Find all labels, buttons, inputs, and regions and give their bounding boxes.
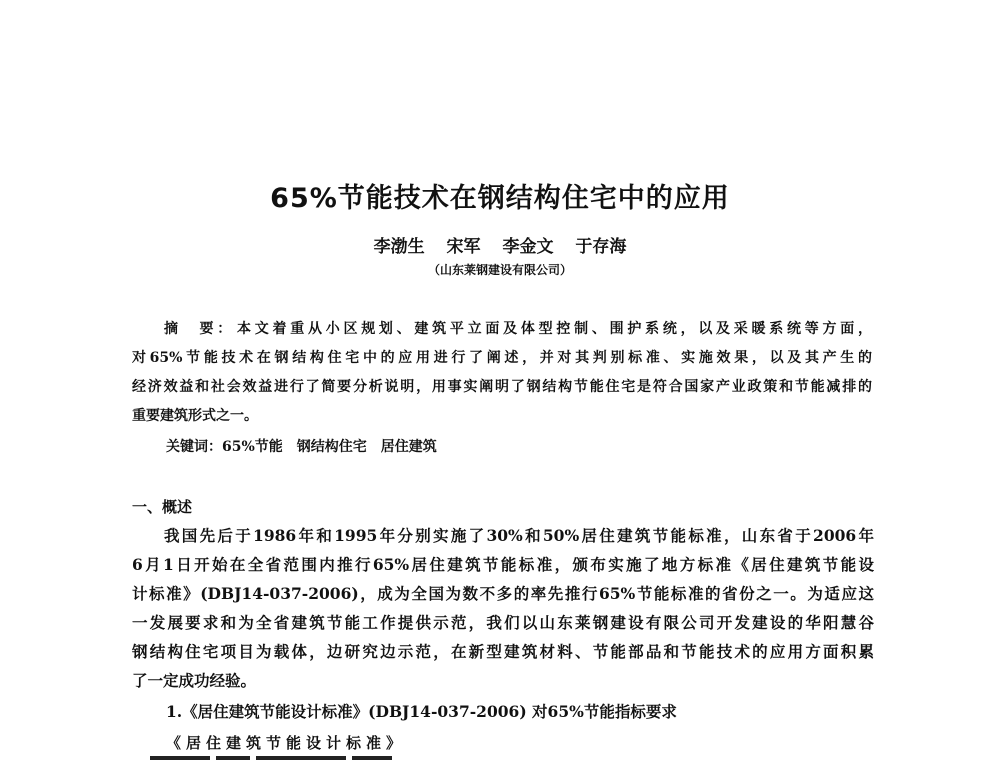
author-list — [0, 232, 1000, 257]
standard-title: 《居住建筑节能设计标准》 — [166, 734, 407, 752]
author-2: 宋军 — [446, 237, 481, 257]
author-4: 于存海 — [575, 237, 627, 257]
item-1: 1.《居住建筑节能设计标准》(DBJ14-037-2006) 对65%节能指标要求 — [166, 702, 677, 721]
author-1: 李渤生 — [373, 237, 425, 257]
abstract-line-1 — [164, 318, 872, 338]
affiliation: （山东莱钢建设有限公司） — [427, 263, 572, 277]
abstract-line-4: 重要建筑形式之一。 — [132, 408, 258, 424]
abstract-line-3: 经济效益和社会效益进行了简要分析说明，用事实阐明了钢结构节能住宅是符合国家产业政策和节能减排的 — [132, 379, 872, 395]
abstract-line-2: 对65%节能技术在钢结构住宅中的应用进行了阐述，并对其判别标准、实施效果，以及其产生的 — [132, 350, 872, 366]
author-3: 李金文 — [502, 237, 554, 257]
abstract-text-1: 本文着重从小区规划、建筑平立面及体型控制、围护系统，以及采暖系统等方面， — [236, 321, 872, 337]
abstract-label: 摘 要： — [164, 321, 235, 337]
keywords-label: 关键词： — [166, 439, 222, 455]
body-line-5: 钢结构住宅项目为载体，边研究边示范，在新型建筑材料、节能部品和节能技术的应用方面积累 — [132, 642, 874, 661]
body-line-4: 一发展要求和为全省建筑节能工作提供示范，我们以山东莱钢建设有限公司开发建设的华阳慧谷 — [132, 613, 874, 632]
body-line-6: 了一定成功经验。 — [132, 671, 257, 690]
body-line-1: 我国先后于1986年和1995年分别实施了30%和50%居住建筑节能标准，山东省于2006年 — [164, 526, 874, 545]
cut-off-text-line — [150, 756, 410, 760]
keywords-value: 65%节能 钢结构住宅 居住建筑 — [222, 439, 437, 455]
paper-title: 65%节能技术在钢结构住宅中的应用 — [270, 183, 730, 214]
body-line-3: 计标准》(DBJ14-037-2006)，成为全国为数不多的率先推行65%节能标准的省份之一。为适应这 — [132, 584, 874, 603]
keywords — [166, 436, 437, 456]
section-heading: 一、概述 — [132, 498, 193, 516]
body-line-2: 6月1日开始在全省范围内推行65%居住建筑节能标准，颁布实施了地方标准《居住建筑节能设 — [132, 555, 874, 574]
